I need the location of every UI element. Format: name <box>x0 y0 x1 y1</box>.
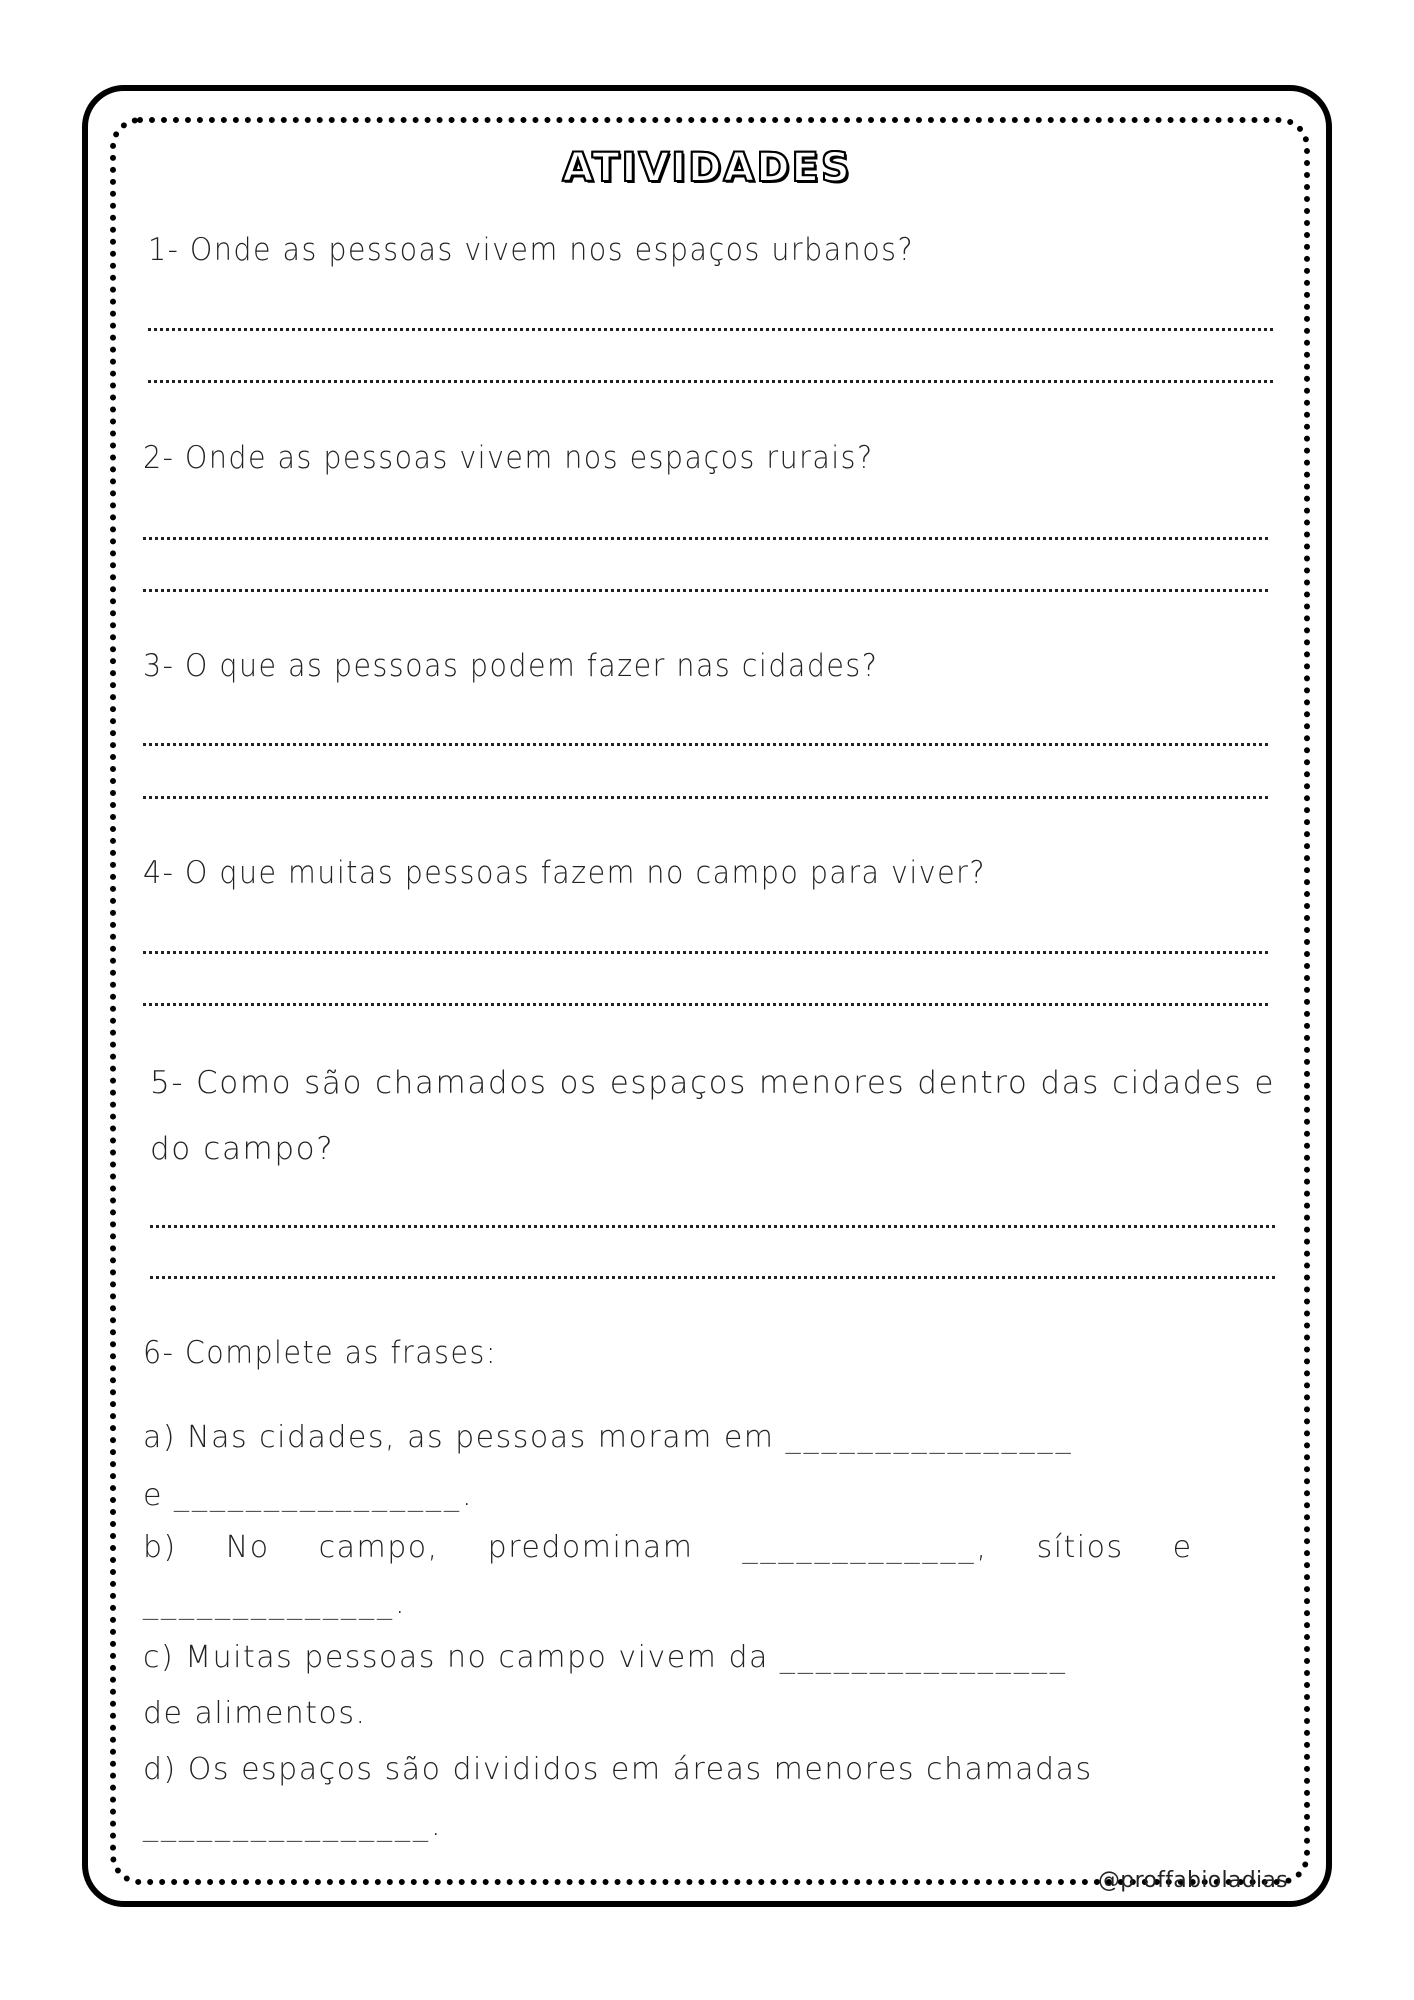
blank-c-1[interactable]: ________________ <box>779 1640 1068 1675</box>
answer-line-3a[interactable] <box>143 743 1268 746</box>
sentence-b <box>143 1520 1288 1576</box>
sentence-c-cont <box>143 1686 743 1742</box>
sentence-c-text: c) Muitas pessoas no campo vivem da <box>143 1640 769 1675</box>
sentence-a-text: a) Nas cidades, as pessoas moram em <box>143 1420 775 1455</box>
sentence-a-cont <box>143 1468 743 1524</box>
title-text: ATIVIDADES <box>562 145 852 191</box>
question-3: 3- O que as pessoas podem fazer nas cidades? <box>143 648 879 684</box>
blank-d-1[interactable]: ________________ <box>143 1808 431 1843</box>
question-4: 4- O que muitas pessoas fazem no campo para viver? <box>143 855 986 891</box>
sentence-b-text: b) No campo, predominam <box>143 1530 694 1565</box>
blank-a-1[interactable]: ________________ <box>785 1420 1074 1455</box>
question-5: 5- Como são chamados os espaços menores dentro das cidades e do campo? <box>150 1065 1275 1167</box>
sentence-d-cont <box>143 1798 743 1854</box>
question-6: 6- Complete as frases: <box>143 1335 497 1371</box>
sentence-a <box>143 1410 1288 1466</box>
answer-line-1a[interactable] <box>148 328 1273 331</box>
page-title <box>0 145 1414 191</box>
answer-line-2a[interactable] <box>143 537 1268 540</box>
sentence-b-cont <box>143 1576 743 1632</box>
answer-line-1b[interactable] <box>148 380 1273 383</box>
question-2: 2- Onde as pessoas vivem nos espaços rurais? <box>143 440 874 476</box>
sentence-b-suffix: . <box>395 1586 407 1621</box>
sentence-a-middle: e <box>143 1478 163 1513</box>
sentence-d <box>143 1742 1288 1798</box>
blank-b-1[interactable]: _____________ <box>742 1530 977 1565</box>
sentence-a-suffix: . <box>462 1478 474 1513</box>
sentence-d-text: d) Os espaços são divididos em áreas menores chamadas <box>143 1752 1093 1787</box>
answer-line-5b[interactable] <box>150 1276 1275 1279</box>
answer-line-5a[interactable] <box>150 1225 1275 1228</box>
answer-line-2b[interactable] <box>143 589 1268 592</box>
blank-b-2[interactable]: ______________ <box>143 1586 395 1621</box>
sentence-d-suffix: . <box>431 1808 443 1843</box>
answer-line-3b[interactable] <box>143 796 1268 799</box>
question-1: 1- Onde as pessoas vivem nos espaços urbanos? <box>148 232 915 268</box>
answer-line-4a[interactable] <box>143 951 1268 954</box>
answer-line-4b[interactable] <box>143 1003 1268 1006</box>
author-credit: @proffabioladias <box>1098 1868 1288 1893</box>
sentence-b-middle: , sítios e <box>976 1530 1193 1565</box>
blank-a-2[interactable]: ________________ <box>174 1478 463 1513</box>
sentence-c-suffix: de alimentos. <box>143 1696 367 1731</box>
sentence-c <box>143 1630 1288 1686</box>
